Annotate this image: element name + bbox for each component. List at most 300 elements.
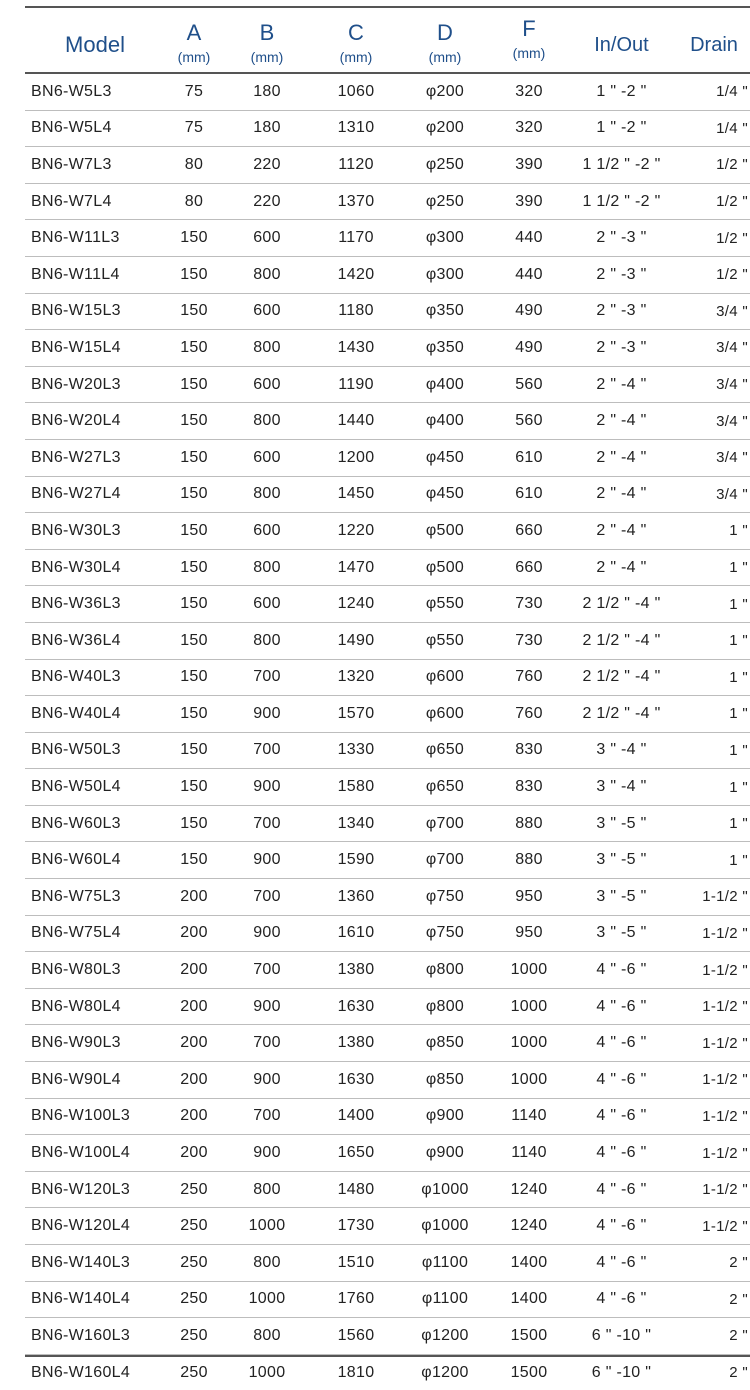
cell-a: 75 <box>165 74 223 110</box>
cell-f: 660 <box>489 549 569 586</box>
header-inout: In/Out <box>594 34 649 56</box>
cell-c: 1120 <box>311 147 401 184</box>
cell-model: BN6-W90L3 <box>25 1025 165 1062</box>
cell-model: BN6-W40L4 <box>25 696 165 733</box>
cell-b: 700 <box>223 659 311 696</box>
cell-model: BN6-W7L3 <box>25 147 165 184</box>
cell-b: 800 <box>223 549 311 586</box>
cell-a: 150 <box>165 293 223 330</box>
header-b: B (mm) <box>250 20 284 65</box>
cell-inout: 2 " -4 " <box>569 549 674 586</box>
cell-f: 760 <box>489 659 569 696</box>
cell-inout: 4 " -6 " <box>569 1171 674 1208</box>
cell-d: φ800 <box>401 988 489 1025</box>
cell-model: BN6-W20L4 <box>25 403 165 440</box>
cell-c: 1650 <box>311 1135 401 1172</box>
cell-d: φ1200 <box>401 1318 489 1355</box>
cell-c: 1610 <box>311 915 401 952</box>
table-row <box>25 74 750 110</box>
cell-a: 250 <box>165 1171 223 1208</box>
cell-inout: 2 " -3 " <box>569 293 674 330</box>
cell-b: 900 <box>223 842 311 879</box>
cell-d: φ600 <box>401 696 489 733</box>
cell-c: 1450 <box>311 476 401 513</box>
cell-inout: 2 " -4 " <box>569 439 674 476</box>
cell-f: 1400 <box>489 1245 569 1282</box>
cell-inout: 3 " -5 " <box>569 879 674 916</box>
cell-c: 1370 <box>311 183 401 220</box>
cell-inout: 3 " -5 " <box>569 842 674 879</box>
table-row <box>25 1281 750 1318</box>
cell-a: 200 <box>165 952 223 989</box>
cell-model: BN6-W120L4 <box>25 1208 165 1245</box>
cell-drain: 3/4 " <box>674 439 750 476</box>
cell-b: 900 <box>223 1135 311 1172</box>
cell-d: φ600 <box>401 659 489 696</box>
table-row <box>25 513 750 550</box>
cell-drain: 1-1/2 " <box>674 952 750 989</box>
cell-c: 1590 <box>311 842 401 879</box>
cell-inout: 1 1/2 " -2 " <box>569 147 674 184</box>
cell-a: 80 <box>165 147 223 184</box>
cell-model: BN6-W27L4 <box>25 476 165 513</box>
cell-d: φ1000 <box>401 1208 489 1245</box>
cell-f: 1000 <box>489 1062 569 1099</box>
cell-drain: 1-1/2 " <box>674 1171 750 1208</box>
cell-drain: 1 " <box>674 622 750 659</box>
cell-c: 1380 <box>311 952 401 989</box>
cell-d: φ750 <box>401 915 489 952</box>
cell-drain: 1 " <box>674 549 750 586</box>
table-row <box>25 366 750 403</box>
cell-c: 1630 <box>311 1062 401 1099</box>
cell-model: BN6-W60L3 <box>25 805 165 842</box>
cell-f: 610 <box>489 439 569 476</box>
cell-model: BN6-W100L4 <box>25 1135 165 1172</box>
cell-f: 1000 <box>489 1025 569 1062</box>
table-row <box>25 842 750 879</box>
cell-a: 150 <box>165 769 223 806</box>
cell-c: 1340 <box>311 805 401 842</box>
table-row <box>25 1354 750 1390</box>
cell-a: 150 <box>165 842 223 879</box>
cell-inout: 2 1/2 " -4 " <box>569 659 674 696</box>
cell-f: 560 <box>489 366 569 403</box>
table-row <box>25 915 750 952</box>
table-row <box>25 952 750 989</box>
cell-a: 200 <box>165 915 223 952</box>
cell-f: 560 <box>489 403 569 440</box>
cell-model: BN6-W36L4 <box>25 622 165 659</box>
cell-d: φ550 <box>401 586 489 623</box>
cell-drain: 3/4 " <box>674 293 750 330</box>
table-row <box>25 1318 750 1355</box>
cell-drain: 1 " <box>674 659 750 696</box>
cell-b: 220 <box>223 183 311 220</box>
cell-c: 1440 <box>311 403 401 440</box>
cell-c: 1730 <box>311 1208 401 1245</box>
cell-inout: 3 " -4 " <box>569 732 674 769</box>
table-row <box>25 403 750 440</box>
cell-c: 1810 <box>337 1363 375 1381</box>
cell-inout: 2 " -3 " <box>569 220 674 257</box>
cell-c: 1330 <box>311 732 401 769</box>
table-row <box>25 988 750 1025</box>
cell-d: φ450 <box>401 476 489 513</box>
cell-drain: 3/4 " <box>674 476 750 513</box>
cell-drain: 1 " <box>674 586 750 623</box>
cell-d: φ200 <box>401 74 489 110</box>
cell-b: 600 <box>223 293 311 330</box>
cell-c: 1630 <box>311 988 401 1025</box>
cell-b: 800 <box>223 330 311 367</box>
cell-d: φ1000 <box>401 1171 489 1208</box>
cell-c: 1510 <box>311 1245 401 1282</box>
cell-f: 880 <box>489 805 569 842</box>
table-row <box>25 1245 750 1282</box>
cell-f: 390 <box>489 183 569 220</box>
cell-d: φ300 <box>401 220 489 257</box>
header-a: A (mm) <box>177 20 211 65</box>
cell-b: 800 <box>223 1318 311 1355</box>
cell-d: φ750 <box>401 879 489 916</box>
cell-b: 700 <box>223 952 311 989</box>
cell-a: 200 <box>165 1062 223 1099</box>
cell-a: 150 <box>165 513 223 550</box>
cell-b: 220 <box>223 147 311 184</box>
cell-f: 950 <box>489 915 569 952</box>
cell-a: 150 <box>165 439 223 476</box>
cell-f: 610 <box>489 476 569 513</box>
cell-d: φ250 <box>401 147 489 184</box>
table-row <box>25 805 750 842</box>
cell-f: 440 <box>489 256 569 293</box>
table-row <box>25 293 750 330</box>
cell-c: 1240 <box>311 586 401 623</box>
cell-c: 1180 <box>311 293 401 330</box>
cell-a: 80 <box>165 183 223 220</box>
cell-f: 1500 <box>510 1363 548 1381</box>
header-d: D (mm) <box>428 20 462 65</box>
cell-a: 250 <box>165 1281 223 1318</box>
cell-b: 700 <box>223 1098 311 1135</box>
cell-inout: 2 " -4 " <box>569 403 674 440</box>
cell-drain: 1-1/2 " <box>674 879 750 916</box>
cell-b: 800 <box>223 1245 311 1282</box>
cell-f: 1000 <box>489 952 569 989</box>
cell-f: 730 <box>489 622 569 659</box>
bottom-rule <box>25 1355 750 1357</box>
cell-model: BN6-W100L3 <box>25 1098 165 1135</box>
table-body <box>25 74 750 1390</box>
header-c: C (mm) <box>339 20 373 65</box>
cell-inout: 2 " -4 " <box>569 366 674 403</box>
cell-b: 900 <box>223 696 311 733</box>
cell-f: 760 <box>489 696 569 733</box>
cell-c: 1320 <box>311 659 401 696</box>
cell-c: 1310 <box>311 110 401 147</box>
cell-d: φ350 <box>401 293 489 330</box>
cell-b: 700 <box>223 732 311 769</box>
cell-model: BN6-W140L4 <box>25 1281 165 1318</box>
cell-b: 900 <box>223 769 311 806</box>
cell-f: 1140 <box>489 1135 569 1172</box>
cell-drain: 1-1/2 " <box>674 915 750 952</box>
cell-inout: 2 " -4 " <box>569 476 674 513</box>
cell-f: 320 <box>489 110 569 147</box>
table-row <box>25 732 750 769</box>
cell-drain: 1 " <box>674 805 750 842</box>
table-row <box>25 1135 750 1172</box>
table-row <box>25 330 750 367</box>
cell-a: 150 <box>165 220 223 257</box>
cell-inout: 4 " -6 " <box>569 1135 674 1172</box>
cell-inout: 2 1/2 " -4 " <box>569 622 674 659</box>
cell-inout: 2 " -4 " <box>569 513 674 550</box>
cell-c: 1470 <box>311 549 401 586</box>
cell-b: 1000 <box>223 1281 311 1318</box>
cell-inout: 6 " -10 " <box>569 1318 674 1355</box>
cell-d: φ900 <box>401 1098 489 1135</box>
cell-f: 1240 <box>489 1208 569 1245</box>
cell-inout: 6 " -10 " <box>591 1363 652 1381</box>
cell-drain: 1/2 " <box>674 147 750 184</box>
cell-b: 800 <box>223 403 311 440</box>
cell-drain: 2 " <box>674 1318 750 1355</box>
cell-model: BN6-W15L4 <box>25 330 165 367</box>
cell-model: BN6-W75L4 <box>25 915 165 952</box>
cell-drain: 1 " <box>674 842 750 879</box>
spec-table <box>25 74 750 1390</box>
cell-a: 150 <box>165 696 223 733</box>
cell-b: 600 <box>223 366 311 403</box>
cell-f: 490 <box>489 293 569 330</box>
cell-d: φ500 <box>401 549 489 586</box>
cell-b: 700 <box>223 805 311 842</box>
cell-d: φ250 <box>401 183 489 220</box>
cell-c: 1480 <box>311 1171 401 1208</box>
table-row <box>25 1208 750 1245</box>
cell-model: BN6-W20L3 <box>25 366 165 403</box>
cell-inout: 2 " -3 " <box>569 256 674 293</box>
cell-a: 250 <box>165 1245 223 1282</box>
header-f: F (mm) <box>512 16 546 61</box>
table-row <box>25 256 750 293</box>
cell-c: 1760 <box>311 1281 401 1318</box>
cell-inout: 2 " -3 " <box>569 330 674 367</box>
cell-c: 1190 <box>311 366 401 403</box>
cell-a: 150 <box>165 403 223 440</box>
cell-c: 1580 <box>311 769 401 806</box>
header-drain: Drain <box>690 34 738 56</box>
cell-d: φ1100 <box>401 1281 489 1318</box>
cell-model: BN6-W36L3 <box>25 586 165 623</box>
cell-drain: 3/4 " <box>674 330 750 367</box>
cell-b: 800 <box>223 476 311 513</box>
cell-c: 1060 <box>311 74 401 110</box>
cell-inout: 4 " -6 " <box>569 1208 674 1245</box>
cell-inout: 3 " -5 " <box>569 805 674 842</box>
table-header <box>25 8 750 72</box>
table-row <box>25 147 750 184</box>
cell-d: φ700 <box>401 805 489 842</box>
table-row <box>25 110 750 147</box>
table-row <box>25 769 750 806</box>
cell-drain: 1-1/2 " <box>674 1135 750 1172</box>
header-model: Model <box>65 32 125 57</box>
cell-d: φ400 <box>401 366 489 403</box>
cell-inout: 4 " -6 " <box>569 1281 674 1318</box>
cell-b: 800 <box>223 622 311 659</box>
cell-drain: 1-1/2 " <box>674 1025 750 1062</box>
table-row <box>25 439 750 476</box>
cell-c: 1430 <box>311 330 401 367</box>
cell-b: 700 <box>223 879 311 916</box>
cell-a: 200 <box>165 1025 223 1062</box>
cell-drain: 1-1/2 " <box>674 988 750 1025</box>
cell-d: φ800 <box>401 952 489 989</box>
table-row <box>25 696 750 733</box>
cell-b: 700 <box>223 1025 311 1062</box>
cell-a: 200 <box>165 1135 223 1172</box>
cell-inout: 1 1/2 " -2 " <box>569 183 674 220</box>
table-row <box>25 476 750 513</box>
cell-a: 150 <box>165 330 223 367</box>
cell-model: BN6-W11L3 <box>25 220 165 257</box>
cell-drain: 2 " <box>674 1281 750 1318</box>
cell-c: 1420 <box>311 256 401 293</box>
cell-b: 600 <box>223 586 311 623</box>
cell-drain: 1/4 " <box>674 74 750 110</box>
cell-model: BN6-W60L4 <box>25 842 165 879</box>
cell-d: φ1200 <box>421 1363 469 1381</box>
cell-model: BN6-W7L4 <box>25 183 165 220</box>
cell-f: 830 <box>489 769 569 806</box>
cell-a: 200 <box>165 879 223 916</box>
cell-a: 75 <box>165 110 223 147</box>
cell-model: BN6-W30L3 <box>25 513 165 550</box>
cell-c: 1170 <box>311 220 401 257</box>
cell-a: 150 <box>165 659 223 696</box>
cell-inout: 2 1/2 " -4 " <box>569 696 674 733</box>
cell-a: 150 <box>165 622 223 659</box>
table-row <box>25 586 750 623</box>
cell-a: 250 <box>165 1208 223 1245</box>
cell-b: 900 <box>223 915 311 952</box>
cell-model: BN6-W160L4 <box>31 1363 131 1381</box>
cell-f: 1000 <box>489 988 569 1025</box>
cell-inout: 2 1/2 " -4 " <box>569 586 674 623</box>
table-row <box>25 879 750 916</box>
cell-d: φ850 <box>401 1062 489 1099</box>
cell-d: φ900 <box>401 1135 489 1172</box>
cell-d: φ300 <box>401 256 489 293</box>
cell-drain: 2 " <box>674 1245 750 1282</box>
cell-model: BN6-W27L3 <box>25 439 165 476</box>
cell-f: 490 <box>489 330 569 367</box>
cell-f: 660 <box>489 513 569 550</box>
cell-d: φ350 <box>401 330 489 367</box>
cell-f: 950 <box>489 879 569 916</box>
cell-b: 900 <box>223 1062 311 1099</box>
cell-model: BN6-W140L3 <box>25 1245 165 1282</box>
cell-a: 150 <box>165 256 223 293</box>
cell-drain: 1 " <box>674 696 750 733</box>
cell-f: 1400 <box>489 1281 569 1318</box>
cell-a: 200 <box>165 1098 223 1135</box>
table-row <box>25 1062 750 1099</box>
cell-drain: 1 " <box>674 732 750 769</box>
cell-drain: 1 " <box>674 769 750 806</box>
cell-model: BN6-W40L3 <box>25 659 165 696</box>
cell-model: BN6-W5L4 <box>25 110 165 147</box>
table-row <box>25 220 750 257</box>
cell-b: 180 <box>223 74 311 110</box>
cell-c: 1380 <box>311 1025 401 1062</box>
cell-a: 150 <box>165 476 223 513</box>
cell-drain: 1-1/2 " <box>674 1098 750 1135</box>
cell-drain: 3/4 " <box>674 403 750 440</box>
cell-a: 250 <box>165 1318 223 1355</box>
cell-inout: 1 " -2 " <box>569 74 674 110</box>
cell-f: 1140 <box>489 1098 569 1135</box>
cell-inout: 3 " -5 " <box>569 915 674 952</box>
cell-inout: 4 " -6 " <box>569 1025 674 1062</box>
cell-drain: 2 " <box>729 1364 748 1382</box>
cell-b: 180 <box>223 110 311 147</box>
cell-b: 800 <box>223 1171 311 1208</box>
cell-model: BN6-W11L4 <box>25 256 165 293</box>
cell-model: BN6-W15L3 <box>25 293 165 330</box>
cell-f: 440 <box>489 220 569 257</box>
cell-f: 1500 <box>489 1318 569 1355</box>
cell-drain: 1/2 " <box>674 256 750 293</box>
cell-inout: 4 " -6 " <box>569 1062 674 1099</box>
cell-c: 1400 <box>311 1098 401 1135</box>
cell-f: 1240 <box>489 1171 569 1208</box>
cell-d: φ400 <box>401 403 489 440</box>
cell-drain: 1/2 " <box>674 183 750 220</box>
cell-inout: 4 " -6 " <box>569 988 674 1025</box>
cell-d: φ550 <box>401 622 489 659</box>
cell-c: 1560 <box>311 1318 401 1355</box>
cell-drain: 1/2 " <box>674 220 750 257</box>
table-row <box>25 549 750 586</box>
cell-c: 1490 <box>311 622 401 659</box>
table-row <box>25 1098 750 1135</box>
cell-f: 320 <box>489 74 569 110</box>
cell-drain: 1/4 " <box>674 110 750 147</box>
cell-f: 730 <box>489 586 569 623</box>
cell-c: 1200 <box>311 439 401 476</box>
cell-a: 150 <box>165 805 223 842</box>
cell-d: φ650 <box>401 769 489 806</box>
cell-b: 600 <box>223 513 311 550</box>
cell-model: BN6-W90L4 <box>25 1062 165 1099</box>
cell-f: 880 <box>489 842 569 879</box>
cell-inout: 3 " -4 " <box>569 769 674 806</box>
cell-model: BN6-W80L4 <box>25 988 165 1025</box>
cell-a: 150 <box>165 732 223 769</box>
cell-drain: 3/4 " <box>674 366 750 403</box>
cell-model: BN6-W30L4 <box>25 549 165 586</box>
cell-a: 200 <box>165 988 223 1025</box>
cell-a: 150 <box>165 586 223 623</box>
cell-b: 600 <box>223 220 311 257</box>
cell-a: 150 <box>165 366 223 403</box>
cell-b: 600 <box>223 439 311 476</box>
table-row <box>25 183 750 220</box>
